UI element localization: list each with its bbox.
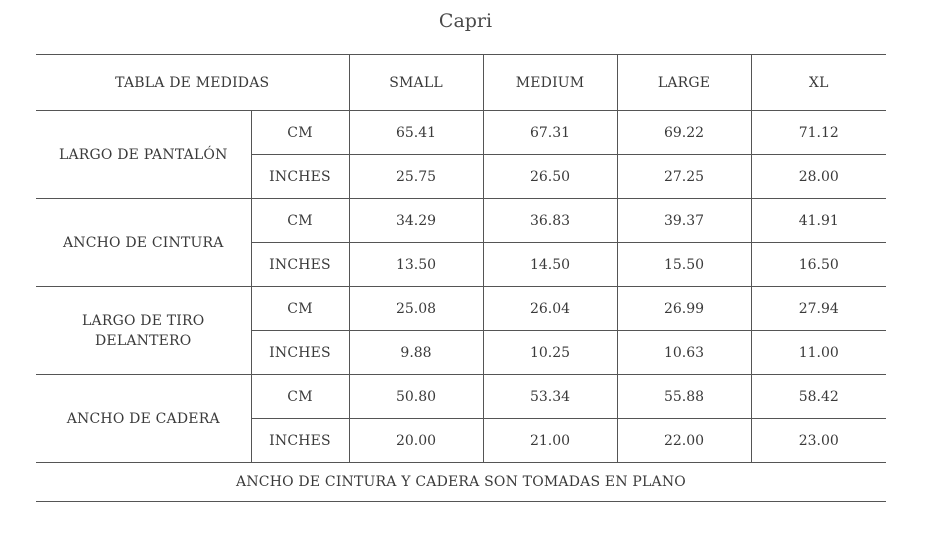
measurement-label-text: ANCHO DE CADERA (66, 410, 220, 427)
unit-cell: CM (251, 375, 349, 419)
value-cell: 55.88 (617, 375, 751, 419)
size-chart-table (36, 54, 886, 502)
table-row (36, 111, 886, 155)
table-label-header: TABLA DE MEDIDAS (36, 55, 349, 111)
table-row (36, 375, 886, 419)
measurement-label-text: LARGO DE PANTALÓN (58, 146, 228, 163)
unit-cell: CM (251, 287, 349, 331)
value-cell: 25.75 (349, 155, 483, 199)
value-cell: 26.50 (483, 155, 617, 199)
table-row (36, 287, 886, 331)
value-cell: 71.12 (751, 111, 886, 155)
value-cell: 39.37 (617, 199, 751, 243)
value-cell: 67.31 (483, 111, 617, 155)
value-cell: 27.94 (751, 287, 886, 331)
page-title: Capri (438, 10, 493, 32)
table-header-row (36, 55, 886, 111)
measurement-label (36, 375, 251, 463)
table-footer-row (36, 463, 886, 502)
unit-cell: CM (251, 111, 349, 155)
size-header-small: SMALL (349, 55, 483, 111)
measurement-label (36, 199, 251, 287)
value-cell: 26.99 (617, 287, 751, 331)
value-cell: 53.34 (483, 375, 617, 419)
value-cell: 26.04 (483, 287, 617, 331)
value-cell: 28.00 (751, 155, 886, 199)
value-cell: 25.08 (349, 287, 483, 331)
unit-cell: CM (251, 199, 349, 243)
value-cell: 58.42 (751, 375, 886, 419)
measurement-label (36, 111, 251, 199)
value-cell: 41.91 (751, 199, 886, 243)
unit-cell: INCHES (251, 331, 349, 375)
table-row (36, 199, 886, 243)
value-cell: 69.22 (617, 111, 751, 155)
measurement-label-text: LARGO DE TIRO DELANTERO (82, 312, 205, 349)
value-cell: 23.00 (751, 419, 886, 463)
measurement-label (36, 287, 251, 375)
value-cell: 65.41 (349, 111, 483, 155)
value-cell: 10.63 (617, 331, 751, 375)
value-cell: 16.50 (751, 243, 886, 287)
value-cell: 21.00 (483, 419, 617, 463)
value-cell: 34.29 (349, 199, 483, 243)
unit-cell: INCHES (251, 243, 349, 287)
value-cell: 22.00 (617, 419, 751, 463)
value-cell: 14.50 (483, 243, 617, 287)
size-header-xl: XL (751, 55, 886, 111)
value-cell: 20.00 (349, 419, 483, 463)
value-cell: 13.50 (349, 243, 483, 287)
unit-cell: INCHES (251, 419, 349, 463)
value-cell: 11.00 (751, 331, 886, 375)
size-header-large: LARGE (617, 55, 751, 111)
value-cell: 9.88 (349, 331, 483, 375)
size-header-medium: MEDIUM (483, 55, 617, 111)
measurement-label-text: ANCHO DE CINTURA (62, 234, 224, 251)
value-cell: 27.25 (617, 155, 751, 199)
footer-note: ANCHO DE CINTURA Y CADERA SON TOMADAS EN PLANO (36, 463, 886, 502)
value-cell: 10.25 (483, 331, 617, 375)
unit-cell: INCHES (251, 155, 349, 199)
value-cell: 36.83 (483, 199, 617, 243)
value-cell: 50.80 (349, 375, 483, 419)
value-cell: 15.50 (617, 243, 751, 287)
